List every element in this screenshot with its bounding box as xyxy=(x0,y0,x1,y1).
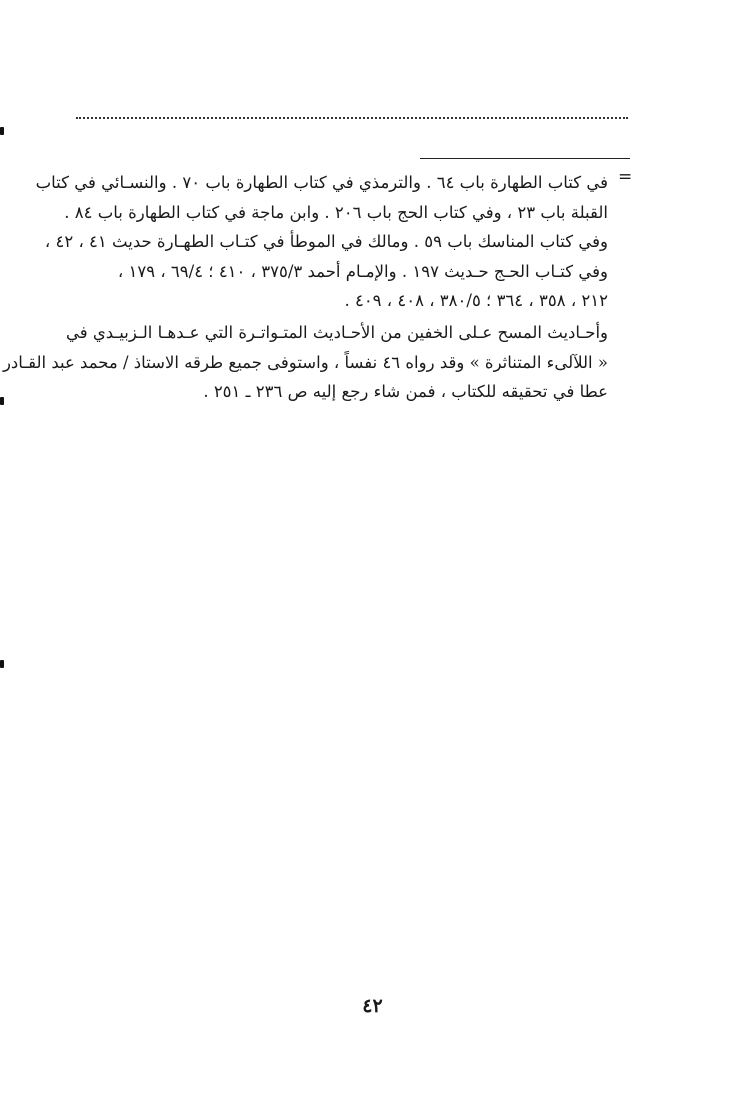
footnote-line: وفي كتـاب الحـج حـديث ١٩٧ . والإمـام أحمد ٣٧٥/٣ ، ٤١٠ ؛ ٦٩/٤ ، ١٧٩ ، xyxy=(117,261,608,281)
dotted-separator xyxy=(76,117,628,119)
footnote-line: في كتاب الطهارة باب ٦٤ . والترمذي في كتاب الطهارة باب ٧٠ . والنسـائي في كتاب xyxy=(35,173,608,192)
paragraph2-line-last: عطا في تحقيقه للكتاب ، فمن شاء رجع إليه ص ٢٣٦ ـ ٢٥١ . xyxy=(203,382,608,402)
left-edge-scan-mark xyxy=(0,397,4,405)
footnote-line: وفي كتاب المناسك باب ٥٩ . ومالك في الموطأ في كتـاب الطهـارة حديث ٤١ ، ٤٢ ، xyxy=(44,232,608,252)
page-number: ٤٢ xyxy=(362,995,383,1017)
paragraph2-line: وأحـاديث المسح عـلى الخفين من الأحـاديث المتـواتـرة التي عـدهـا الـزبيـدي في xyxy=(65,322,608,342)
footnote-line-last: ٢١٢ ، ٣٥٨ ، ٣٦٤ ؛ ٣٨٠/٥ ، ٤٠٨ ، ٤٠٩ . xyxy=(344,291,608,311)
left-edge-scan-mark xyxy=(0,127,4,135)
footnote-separator-rule xyxy=(420,158,630,159)
footnote-continuation-mark: = xyxy=(618,167,633,187)
footnote-text xyxy=(2,168,608,407)
left-edge-scan-mark xyxy=(0,660,4,668)
footnote-line: القبلة باب ٢٣ ، وفي كتاب الحج باب ٢٠٦ . وابن ماجة في كتاب الطهارة باب ٨٤ . xyxy=(64,202,608,222)
paragraph2-line: « اللآلىء المتناثرة » وقد رواه ٤٦ نفساً ، واستوفى جميع طرقه الاستاذ / محمد عبد القـادر xyxy=(2,352,608,372)
